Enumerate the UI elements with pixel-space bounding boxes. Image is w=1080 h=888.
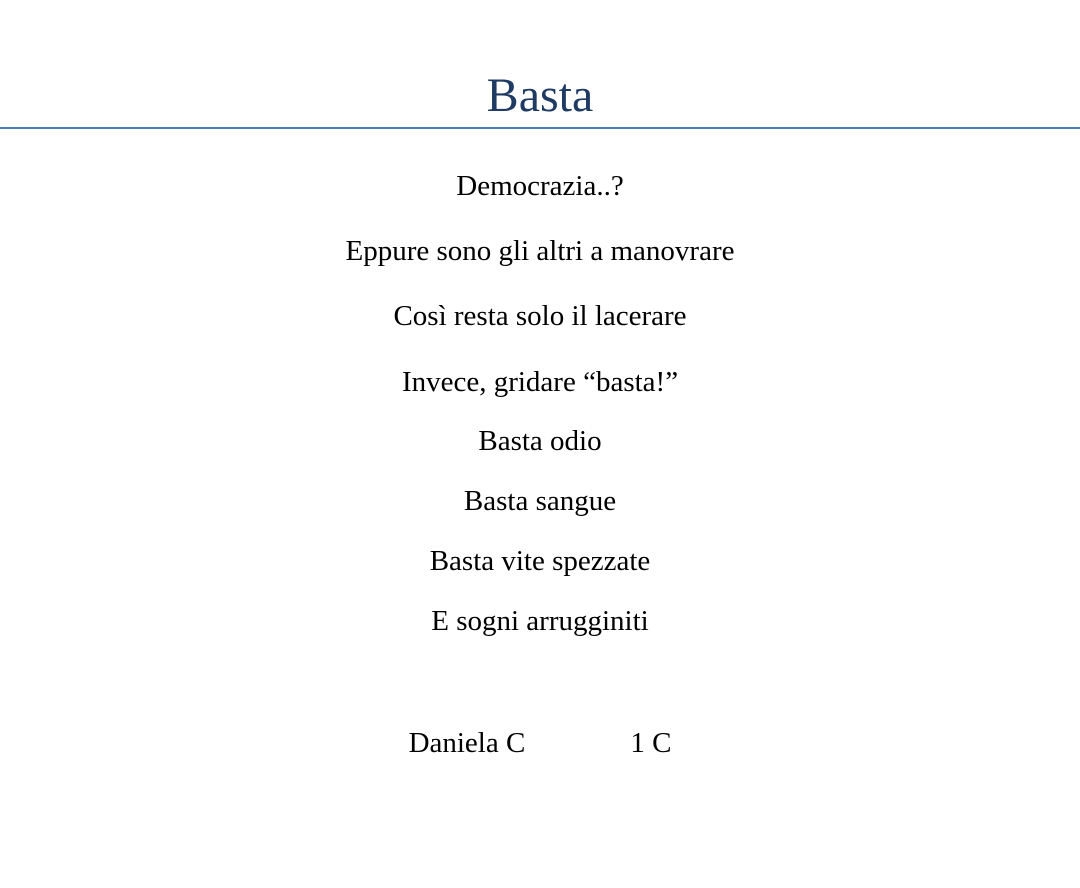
signature-line	[0, 723, 1080, 763]
class-label: 1 C	[630, 727, 672, 759]
title-divider	[0, 127, 1080, 129]
poem-line: Democrazia..?	[456, 170, 624, 202]
poem-line: Così resta solo il lacerare	[393, 300, 687, 332]
poem-line: Basta odio	[478, 425, 602, 457]
author-name: Daniela C	[408, 727, 526, 759]
poem-line: E sogni arrugginiti	[431, 605, 649, 637]
document-title: Basta	[486, 69, 594, 122]
poem-line: Invece, gridare “basta!”	[401, 366, 679, 398]
poem-line: Basta sangue	[463, 485, 617, 517]
poem-line: Eppure sono gli altri a manovrare	[345, 235, 735, 267]
poem-line: Basta vite spezzate	[429, 545, 651, 577]
